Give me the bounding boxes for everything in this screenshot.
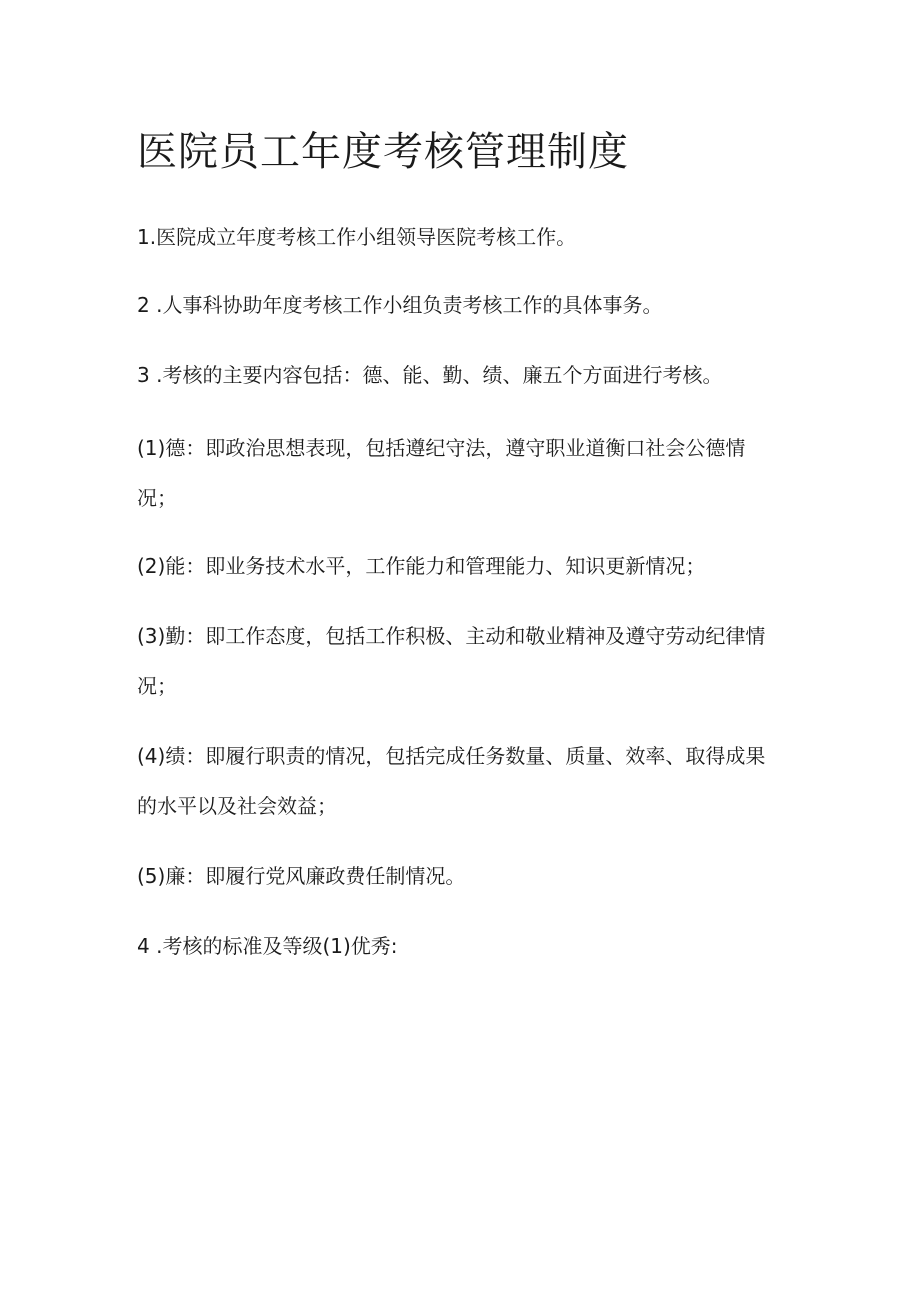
page-title: 医院员工年度考核管理制度 [137, 129, 629, 175]
item-2: (2)能：即业务技术水平，工作能力和管理能力、知识更新情况； [137, 554, 706, 578]
item-1-line-2: 况； [137, 486, 177, 510]
item-3-line-1: (3)勤：即工作态度，包括工作积极、主动和敬业精神及遵守劳动纪律情 [137, 624, 766, 648]
clause-3: 3 .考核的主要内容包括：德、能、勤、绩、廉五个方面进行考核。 [137, 363, 723, 387]
item-5: (5)廉：即履行党风廉政费任制情况。 [137, 864, 466, 888]
item-4-line-2: 的水平以及社会效益； [137, 794, 337, 818]
clause-4: 4 .考核的标准及等级(1)优秀: [137, 934, 398, 958]
clause-2: 2 .人事科协助年度考核工作小组负责考核工作的具体事务。 [137, 293, 663, 317]
item-3-line-2: 况； [137, 674, 177, 698]
clause-1: 1.医院成立年度考核工作小组领导医院考核工作。 [137, 225, 577, 249]
item-1-line-1: (1)德：即政治思想表现，包括遵纪守法，遵守职业道衡口社会公德情 [137, 436, 746, 460]
item-4-line-1: (4)绩：即履行职责的情况，包括完成任务数量、质量、效率、取得成果 [137, 744, 766, 768]
